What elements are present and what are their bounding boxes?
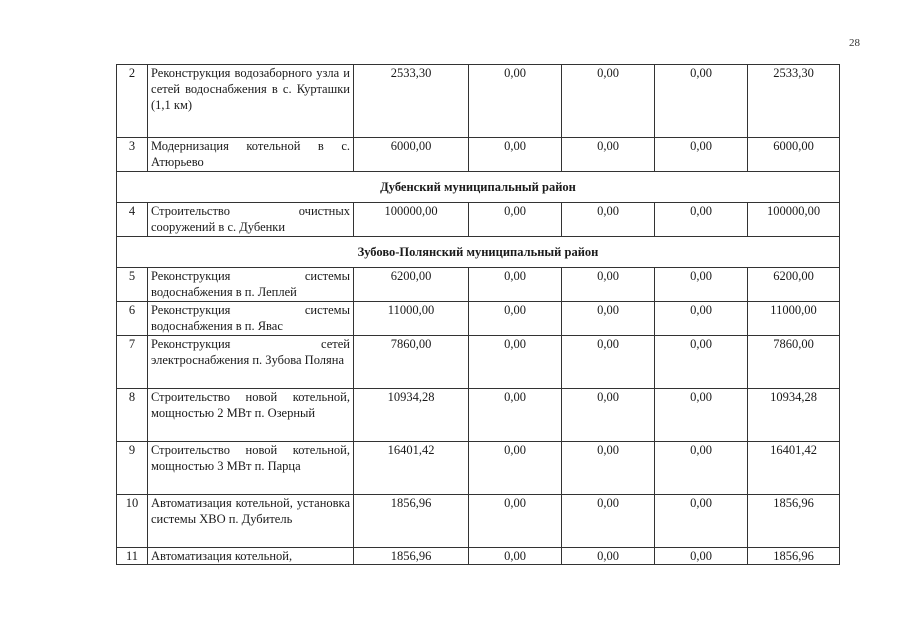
cell-value-1: 100000,00 — [354, 203, 469, 237]
row-name: Строительство новой котельной, мощностью 2 МВт п. Озерный — [148, 389, 354, 442]
cell-value-4: 0,00 — [655, 495, 748, 548]
table-body — [117, 65, 840, 565]
cell-value-3: 0,00 — [562, 65, 655, 138]
cell-value-3: 0,00 — [562, 336, 655, 389]
cell-value-1: 2533,30 — [354, 65, 469, 138]
row-name: Модернизация котельной в с. Атюрьево — [148, 138, 354, 172]
cell-value-2: 0,00 — [469, 495, 562, 548]
cell-value-4: 0,00 — [655, 442, 748, 495]
cell-value-1: 7860,00 — [354, 336, 469, 389]
row-name: Строительство новой котельной, мощностью 3 МВт п. Парца — [148, 442, 354, 495]
cell-value-4: 0,00 — [655, 548, 748, 565]
cell-value-3: 0,00 — [562, 302, 655, 336]
cell-value-total: 6200,00 — [748, 268, 840, 302]
cell-value-total: 2533,30 — [748, 65, 840, 138]
cell-value-1: 16401,42 — [354, 442, 469, 495]
row-number: 2 — [117, 65, 148, 138]
cell-value-3: 0,00 — [562, 203, 655, 237]
cell-value-4: 0,00 — [655, 302, 748, 336]
table-row — [117, 203, 840, 237]
cell-value-2: 0,00 — [469, 203, 562, 237]
investment-table — [116, 64, 840, 565]
cell-value-total: 1856,96 — [748, 495, 840, 548]
row-name: Автоматизация котельной, установка системы ХВО п. Дубитель — [148, 495, 354, 548]
row-name: Реконструкция сетей электроснабжения п. Зубова Поляна — [148, 336, 354, 389]
cell-value-1: 6000,00 — [354, 138, 469, 172]
cell-value-1: 1856,96 — [354, 548, 469, 565]
cell-value-4: 0,00 — [655, 138, 748, 172]
cell-value-4: 0,00 — [655, 268, 748, 302]
table-row — [117, 65, 840, 138]
row-number: 10 — [117, 495, 148, 548]
table-row — [117, 548, 840, 565]
table-row — [117, 336, 840, 389]
row-number: 3 — [117, 138, 148, 172]
row-number: 7 — [117, 336, 148, 389]
cell-value-total: 11000,00 — [748, 302, 840, 336]
row-number: 5 — [117, 268, 148, 302]
cell-value-4: 0,00 — [655, 65, 748, 138]
row-number: 11 — [117, 548, 148, 565]
table-row — [117, 268, 840, 302]
cell-value-3: 0,00 — [562, 268, 655, 302]
table-row — [117, 138, 840, 172]
cell-value-total: 7860,00 — [748, 336, 840, 389]
cell-value-2: 0,00 — [469, 268, 562, 302]
cell-value-2: 0,00 — [469, 389, 562, 442]
cell-value-2: 0,00 — [469, 442, 562, 495]
cell-value-2: 0,00 — [469, 548, 562, 565]
page-number: 28 — [849, 37, 860, 49]
cell-value-3: 0,00 — [562, 442, 655, 495]
row-name: Реконструкция системы водоснабжения в п. Явас — [148, 302, 354, 336]
cell-value-3: 0,00 — [562, 389, 655, 442]
row-name: Реконструкция водозаборного узла и сетей водоснабжения в с. Курташки (1,1 км) — [148, 65, 354, 138]
cell-value-1: 11000,00 — [354, 302, 469, 336]
row-number: 8 — [117, 389, 148, 442]
cell-value-4: 0,00 — [655, 389, 748, 442]
row-number: 9 — [117, 442, 148, 495]
cell-value-2: 0,00 — [469, 65, 562, 138]
cell-value-total: 6000,00 — [748, 138, 840, 172]
cell-value-3: 0,00 — [562, 138, 655, 172]
row-name: Автоматизация котельной, — [148, 548, 354, 565]
row-name: Строительство очистных сооружений в с. Дубенки — [148, 203, 354, 237]
section-title: Дубенский муниципальный район — [117, 172, 840, 203]
table-row — [117, 389, 840, 442]
table-row — [117, 442, 840, 495]
cell-value-2: 0,00 — [469, 336, 562, 389]
table-row — [117, 302, 840, 336]
row-number: 4 — [117, 203, 148, 237]
cell-value-total: 10934,28 — [748, 389, 840, 442]
cell-value-1: 10934,28 — [354, 389, 469, 442]
row-name: Реконструкция системы водоснабжения в п. Леплей — [148, 268, 354, 302]
cell-value-2: 0,00 — [469, 302, 562, 336]
section-title: Зубово-Полянский муниципальный район — [117, 237, 840, 268]
cell-value-1: 1856,96 — [354, 495, 469, 548]
cell-value-1: 6200,00 — [354, 268, 469, 302]
cell-value-3: 0,00 — [562, 548, 655, 565]
cell-value-4: 0,00 — [655, 203, 748, 237]
table-row — [117, 495, 840, 548]
cell-value-2: 0,00 — [469, 138, 562, 172]
cell-value-total: 1856,96 — [748, 548, 840, 565]
cell-value-total: 16401,42 — [748, 442, 840, 495]
cell-value-total: 100000,00 — [748, 203, 840, 237]
row-number: 6 — [117, 302, 148, 336]
cell-value-3: 0,00 — [562, 495, 655, 548]
cell-value-4: 0,00 — [655, 336, 748, 389]
section-row — [117, 237, 840, 268]
section-row — [117, 172, 840, 203]
